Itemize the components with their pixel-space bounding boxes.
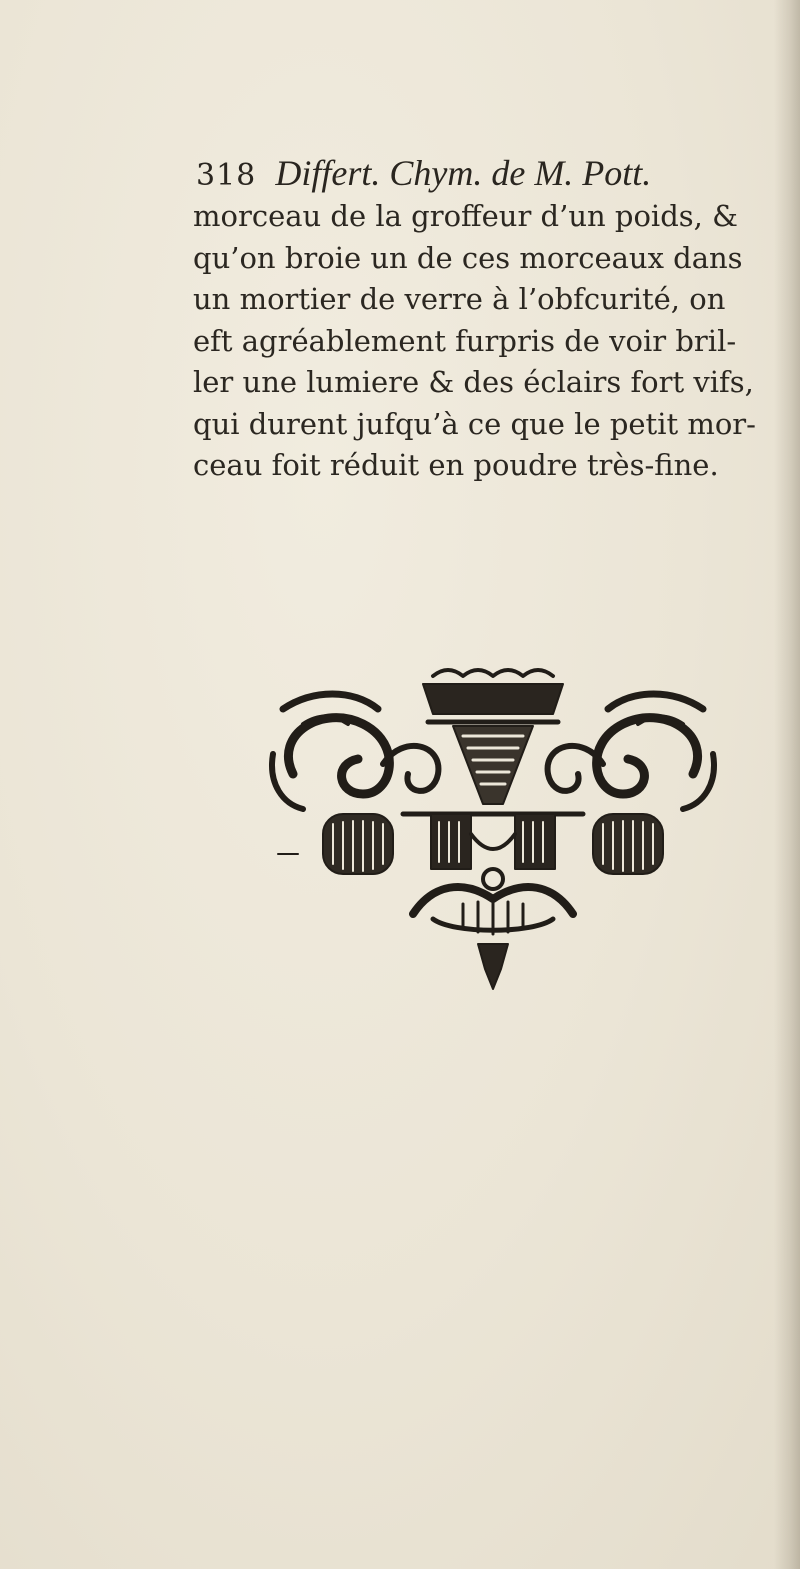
page-header [196, 152, 756, 194]
text-line: morceau de la groffeur d’un poids, & [193, 199, 738, 233]
text-line: qu’on broie un de ces morceaux dans [193, 240, 743, 275]
page-number: 318 [196, 158, 257, 193]
tailpiece-ornament-icon [263, 664, 723, 994]
text-line: ceau foit réduit en poudre très-fine. [193, 448, 719, 482]
text-line: qui durent jufqu’à ce que le petit mor- [193, 406, 756, 441]
body-text [193, 196, 793, 487]
text-line: eft agréablement furpris de voir bril- [193, 323, 737, 358]
text-line: ler une lumiere & des éclairs fort vifs, [193, 365, 754, 399]
running-title: Differt. Chym. de M. Pott. [275, 153, 652, 193]
text-line: un mortier de verre à l’obfcurité, on [193, 282, 726, 316]
